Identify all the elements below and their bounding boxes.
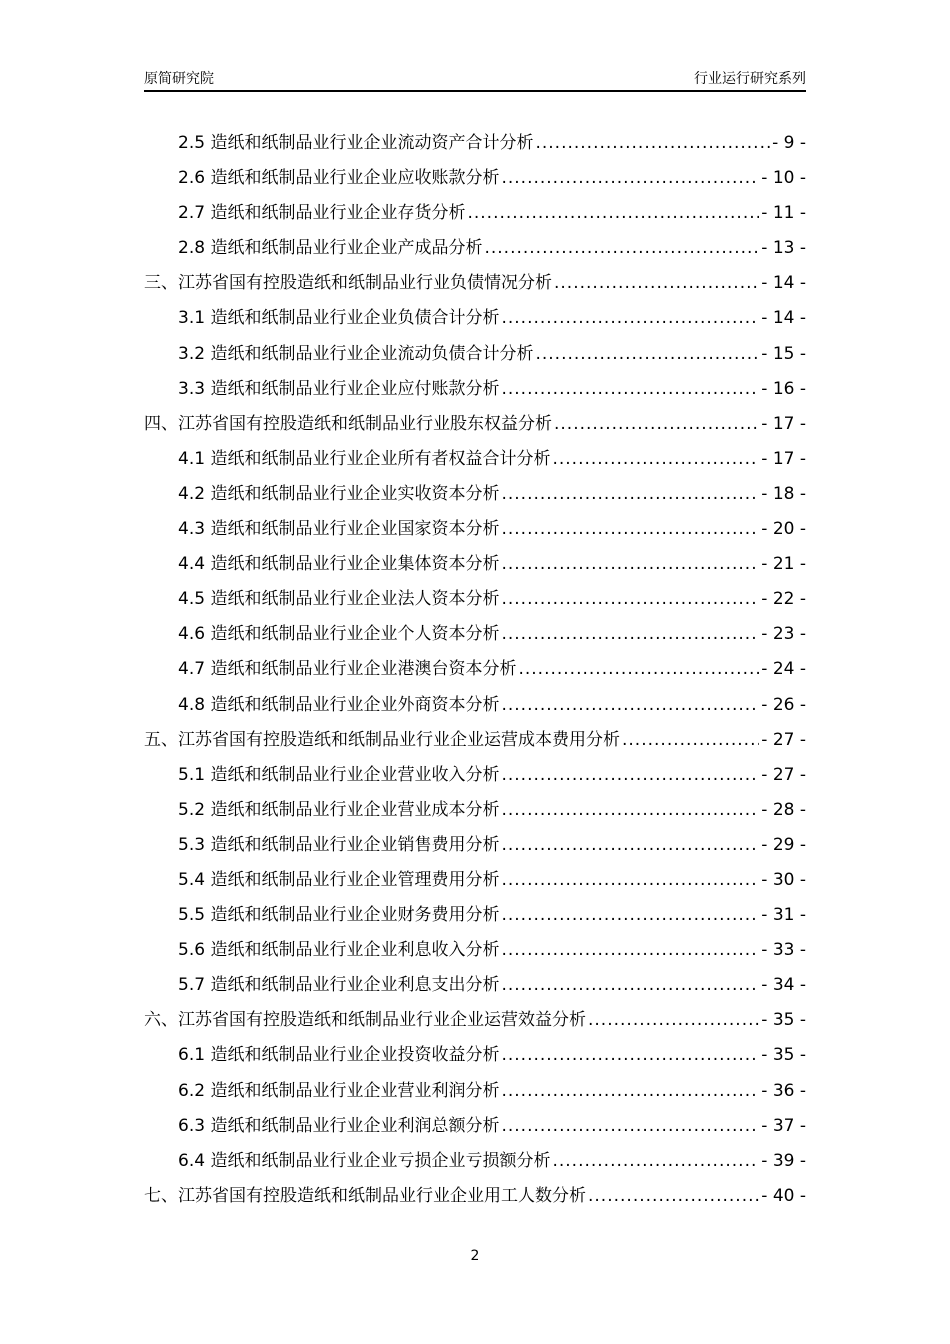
toc-entry-page: - 24 - xyxy=(761,659,806,680)
toc-entry-page: - 9 - xyxy=(772,133,806,153)
toc-entry-title: 五、江苏省国有控股造纸和纸制品业行业企业运营成本费用分析 xyxy=(144,729,620,750)
toc-entry-page: - 18 - xyxy=(761,483,806,504)
toc-entry-title: 4.1 造纸和纸制品业行业企业所有者权益合计分析 xyxy=(178,448,551,469)
toc-entry-title: 3.2 造纸和纸制品业行业企业流动负债合计分析 xyxy=(178,343,534,364)
toc-entry[interactable] xyxy=(144,198,806,233)
toc-dot-leader xyxy=(501,975,759,995)
header-publisher: 原简研究院 xyxy=(144,71,214,87)
toc-entry-page: - 11 - xyxy=(761,203,806,224)
toc-entry-page: - 31 - xyxy=(761,905,806,926)
toc-entry-title: 三、江苏省国有控股造纸和纸制品业行业负债情况分析 xyxy=(144,273,552,294)
toc-entry-page: - 33 - xyxy=(761,940,806,961)
toc-entry-title: 2.5 造纸和纸制品业行业企业流动资产合计分析 xyxy=(178,133,534,153)
toc-entry[interactable] xyxy=(144,584,806,619)
toc-dot-leader xyxy=(501,484,759,504)
toc-entry[interactable] xyxy=(144,1146,806,1181)
toc-entry-page: - 34 - xyxy=(761,975,806,996)
toc-dot-leader xyxy=(501,800,759,820)
toc-entry-title: 6.1 造纸和纸制品业行业企业投资收益分析 xyxy=(178,1045,500,1066)
toc-entry[interactable] xyxy=(144,409,806,444)
toc-entry-title: 2.6 造纸和纸制品业行业企业应收账款分析 xyxy=(178,168,500,189)
toc-entry[interactable] xyxy=(144,444,806,479)
toc-entry[interactable] xyxy=(144,268,806,303)
toc-dot-leader xyxy=(501,695,759,715)
toc-dot-leader xyxy=(501,1116,759,1136)
toc-entry-page: - 29 - xyxy=(761,834,806,855)
toc-entry-title: 5.1 造纸和纸制品业行业企业营业收入分析 xyxy=(178,764,500,785)
toc-entry[interactable] xyxy=(144,619,806,654)
toc-entry[interactable] xyxy=(144,935,806,970)
toc-entry[interactable] xyxy=(144,970,806,1005)
toc-entry-title: 6.3 造纸和纸制品业行业企业利润总额分析 xyxy=(178,1115,500,1136)
toc-dot-leader xyxy=(501,1081,759,1101)
toc-entry[interactable] xyxy=(144,1181,806,1216)
toc-entry[interactable] xyxy=(144,1005,806,1040)
toc-entry-page: - 27 - xyxy=(761,729,806,750)
toc-entry-title: 3.1 造纸和纸制品业行业企业负债合计分析 xyxy=(178,308,500,329)
toc-entry[interactable] xyxy=(144,690,806,725)
toc-entry[interactable] xyxy=(144,795,806,830)
toc-dot-leader xyxy=(501,835,759,855)
toc-dot-leader xyxy=(501,554,759,574)
toc-entry-title: 5.2 造纸和纸制品业行业企业营业成本分析 xyxy=(178,799,500,820)
table-of-contents xyxy=(144,128,806,1216)
toc-entry-title: 6.4 造纸和纸制品业行业企业亏损企业亏损额分析 xyxy=(178,1150,551,1171)
toc-entry-page: - 26 - xyxy=(761,694,806,715)
toc-entry[interactable] xyxy=(144,374,806,409)
toc-entry-page: - 28 - xyxy=(761,799,806,820)
toc-dot-leader xyxy=(518,659,759,679)
toc-entry-page: - 20 - xyxy=(761,519,806,540)
toc-entry-title: 四、江苏省国有控股造纸和纸制品业行业股东权益分析 xyxy=(144,413,552,434)
toc-entry-page: - 37 - xyxy=(761,1115,806,1136)
toc-entry[interactable] xyxy=(144,339,806,374)
toc-entry[interactable] xyxy=(144,163,806,198)
toc-entry[interactable] xyxy=(144,128,806,163)
toc-dot-leader xyxy=(501,905,759,925)
toc-entry-title: 5.5 造纸和纸制品业行业企业财务费用分析 xyxy=(178,905,500,926)
toc-dot-leader xyxy=(554,273,759,293)
header-series: 行业运行研究系列 xyxy=(694,71,806,87)
toc-entry[interactable] xyxy=(144,830,806,865)
toc-entry[interactable] xyxy=(144,479,806,514)
page-number: 2 xyxy=(470,1248,480,1264)
toc-entry[interactable] xyxy=(144,1040,806,1075)
toc-entry-title: 4.5 造纸和纸制品业行业企业法人资本分析 xyxy=(178,589,500,610)
toc-entry-page: - 35 - xyxy=(761,1045,806,1066)
toc-dot-leader xyxy=(554,414,759,434)
toc-entry[interactable] xyxy=(144,900,806,935)
toc-dot-leader xyxy=(535,133,770,153)
toc-entry-title: 4.8 造纸和纸制品业行业企业外商资本分析 xyxy=(178,694,500,715)
toc-dot-leader xyxy=(484,238,759,258)
toc-dot-leader xyxy=(552,449,759,469)
toc-entry-page: - 36 - xyxy=(761,1080,806,1101)
toc-dot-leader xyxy=(501,519,759,539)
toc-entry-title: 4.6 造纸和纸制品业行业企业个人资本分析 xyxy=(178,624,500,645)
toc-entry-title: 六、江苏省国有控股造纸和纸制品业行业企业运营效益分析 xyxy=(144,1010,586,1031)
toc-entry-title: 4.4 造纸和纸制品业行业企业集体资本分析 xyxy=(178,554,500,575)
toc-dot-leader xyxy=(501,870,759,890)
toc-dot-leader xyxy=(552,1151,759,1171)
toc-entry-title: 5.6 造纸和纸制品业行业企业利息收入分析 xyxy=(178,940,500,961)
toc-dot-leader xyxy=(467,203,759,223)
toc-entry-title: 七、江苏省国有控股造纸和纸制品业行业企业用工人数分析 xyxy=(144,1185,586,1206)
toc-entry-title: 4.2 造纸和纸制品业行业企业实收资本分析 xyxy=(178,483,500,504)
toc-entry-title: 3.3 造纸和纸制品业行业企业应付账款分析 xyxy=(178,378,500,399)
page-header xyxy=(144,66,806,92)
toc-entry[interactable] xyxy=(144,725,806,760)
toc-entry-page: - 21 - xyxy=(761,554,806,575)
toc-entry[interactable] xyxy=(144,1076,806,1111)
toc-entry[interactable] xyxy=(144,233,806,268)
toc-entry-page: - 40 - xyxy=(761,1185,806,1206)
toc-entry-page: - 27 - xyxy=(761,764,806,785)
toc-dot-leader xyxy=(501,624,759,644)
toc-dot-leader xyxy=(622,730,759,750)
toc-entry-title: 6.2 造纸和纸制品业行业企业营业利润分析 xyxy=(178,1080,500,1101)
toc-entry-title: 2.7 造纸和纸制品业行业企业存货分析 xyxy=(178,203,466,224)
toc-dot-leader xyxy=(501,308,759,328)
toc-entry-title: 4.7 造纸和纸制品业行业企业港澳台资本分析 xyxy=(178,659,517,680)
toc-entry-page: - 22 - xyxy=(761,589,806,610)
toc-entry-page: - 15 - xyxy=(761,343,806,364)
toc-entry-page: - 17 - xyxy=(761,448,806,469)
toc-dot-leader xyxy=(501,765,759,785)
toc-dot-leader xyxy=(535,344,759,364)
toc-entry-page: - 23 - xyxy=(761,624,806,645)
toc-entry[interactable] xyxy=(144,303,806,338)
toc-entry-page: - 30 - xyxy=(761,869,806,890)
toc-entry-title: 5.4 造纸和纸制品业行业企业管理费用分析 xyxy=(178,869,500,890)
toc-dot-leader xyxy=(588,1010,759,1030)
toc-dot-leader xyxy=(501,940,759,960)
toc-entry[interactable] xyxy=(144,514,806,549)
toc-entry-page: - 14 - xyxy=(761,273,806,294)
toc-entry[interactable] xyxy=(144,654,806,689)
toc-dot-leader xyxy=(501,168,759,188)
toc-entry-page: - 39 - xyxy=(761,1150,806,1171)
toc-dot-leader xyxy=(501,1045,759,1065)
toc-entry-title: 4.3 造纸和纸制品业行业企业国家资本分析 xyxy=(178,519,500,540)
toc-entry[interactable] xyxy=(144,549,806,584)
toc-entry-page: - 14 - xyxy=(761,308,806,329)
toc-entry[interactable] xyxy=(144,865,806,900)
toc-entry-title: 5.7 造纸和纸制品业行业企业利息支出分析 xyxy=(178,975,500,996)
toc-entry-page: - 13 - xyxy=(761,238,806,259)
toc-entry-page: - 10 - xyxy=(761,168,806,189)
toc-entry-title: 2.8 造纸和纸制品业行业企业产成品分析 xyxy=(178,238,483,259)
toc-entry[interactable] xyxy=(144,760,806,795)
toc-dot-leader xyxy=(501,589,759,609)
toc-entry-page: - 35 - xyxy=(761,1010,806,1031)
toc-dot-leader xyxy=(501,379,759,399)
toc-entry-page: - 17 - xyxy=(761,413,806,434)
toc-entry-title: 5.3 造纸和纸制品业行业企业销售费用分析 xyxy=(178,834,500,855)
toc-entry-page: - 16 - xyxy=(761,378,806,399)
toc-entry[interactable] xyxy=(144,1111,806,1146)
toc-dot-leader xyxy=(588,1186,759,1206)
